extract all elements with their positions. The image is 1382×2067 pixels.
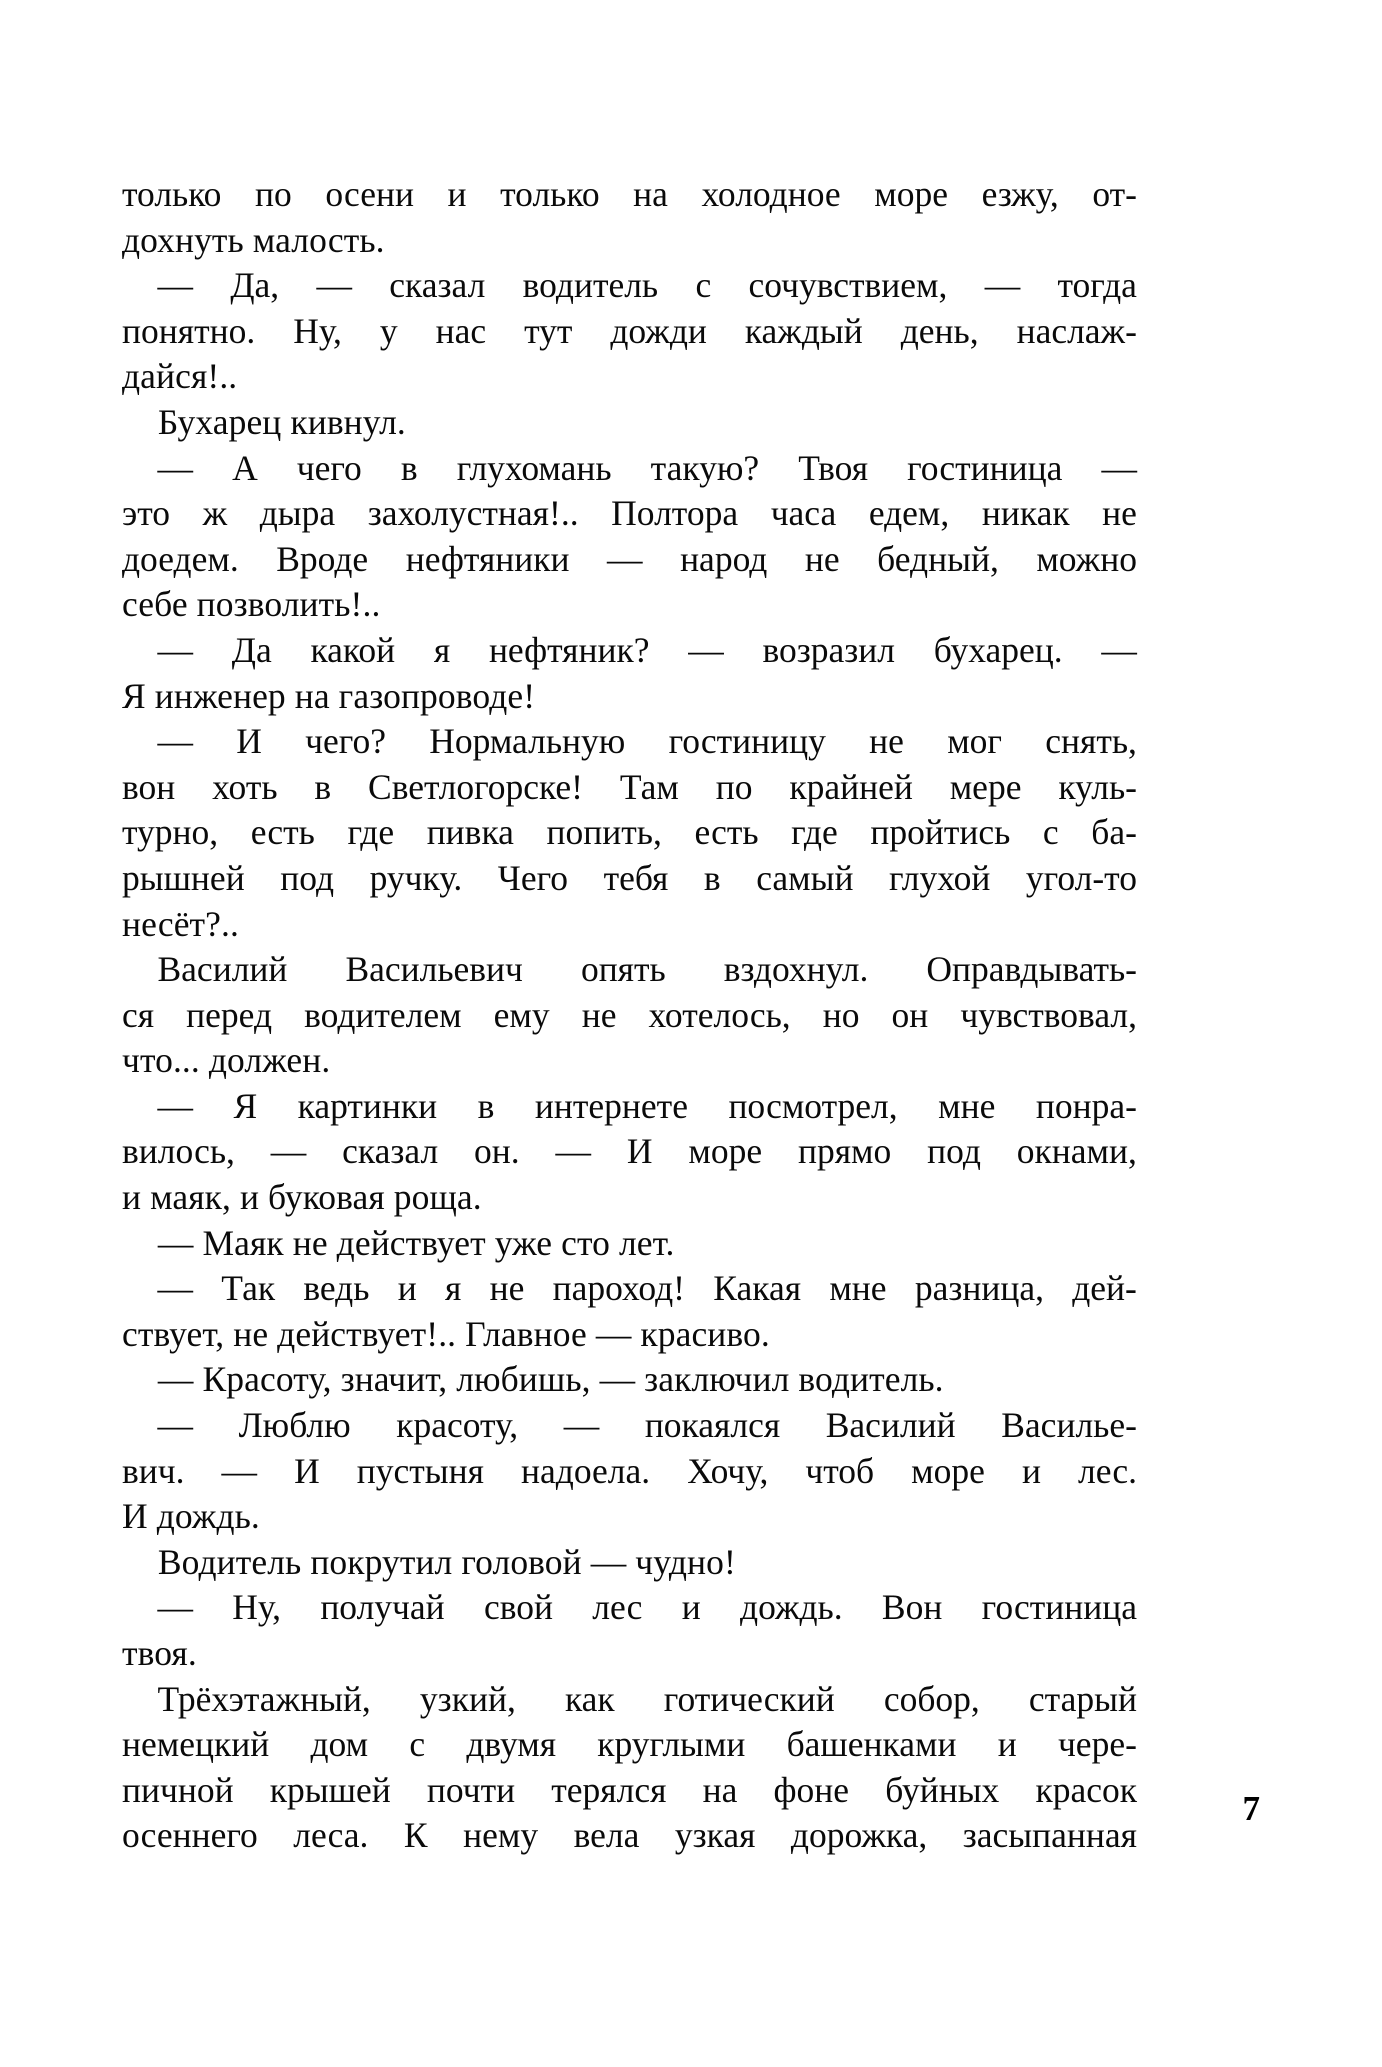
text-line <box>122 993 1137 1039</box>
text-line: — Красоту, значит, любишь, — заключил водитель. <box>122 1359 944 1400</box>
text-token: какой <box>310 629 396 670</box>
text-line: себе позволить!.. <box>122 584 381 625</box>
text-token: вич. <box>122 1450 185 1491</box>
text-line: — Маяк не действует уже сто лет. <box>122 1222 675 1263</box>
text-token: как <box>564 1678 615 1719</box>
text-token: И <box>236 721 262 762</box>
text-token: море <box>688 1131 763 1172</box>
text-token: часа <box>770 493 837 534</box>
text-token: захолустная!.. <box>367 493 579 534</box>
text-token: пичной <box>122 1769 234 1810</box>
text-token: и <box>997 1724 1017 1765</box>
text-line <box>122 765 1137 811</box>
text-token: вздохнул. <box>723 949 869 990</box>
text-token: водителем <box>304 994 462 1035</box>
text-token: сказал <box>389 265 486 306</box>
text-token: пивка <box>426 812 514 853</box>
text-token: — <box>1101 447 1137 488</box>
text-line <box>122 947 1137 993</box>
text-token: понятно. <box>122 310 256 351</box>
text-token: — <box>555 1131 592 1172</box>
text-token: А <box>232 447 258 488</box>
text-line: дохнуть малость. <box>122 219 385 260</box>
text-token: дыра <box>259 493 336 534</box>
text-token: готический <box>663 1678 835 1719</box>
text-line <box>122 856 1137 902</box>
text-line <box>122 1677 1137 1723</box>
text-line <box>122 1266 1137 1312</box>
text-token: и <box>397 1268 417 1309</box>
text-token: турно, <box>122 812 219 853</box>
text-line: и маяк, и буковая роща. <box>122 1177 482 1218</box>
text-token: крышей <box>269 1769 391 1810</box>
text-token: в <box>703 857 721 898</box>
text-token: дорожка, <box>790 1815 928 1856</box>
text-token: Вроде <box>276 538 369 579</box>
text-token: Твоя <box>798 447 869 488</box>
text-token: почти <box>426 1769 516 1810</box>
text-token: ж <box>202 493 228 534</box>
text-token: дождь. <box>740 1587 843 1628</box>
text-token: чтоб <box>805 1450 875 1491</box>
text-token: собор, <box>883 1678 980 1719</box>
text-token: под <box>280 857 335 898</box>
text-token: башенками <box>786 1724 957 1765</box>
text-token: мне <box>938 1085 996 1126</box>
text-token: немецкий <box>122 1724 270 1765</box>
text-line <box>122 719 1137 765</box>
text-token: — <box>607 538 643 579</box>
text-token: — <box>270 1131 307 1172</box>
text-token: разница, <box>914 1268 1044 1309</box>
text-token: свой <box>483 1587 553 1628</box>
text-token: надоела. <box>521 1450 651 1491</box>
text-token: Да <box>231 629 272 670</box>
text-token: день, <box>900 310 979 351</box>
text-token: гостиница <box>981 1587 1137 1628</box>
text-token: гостиница <box>907 447 1063 488</box>
text-token: но <box>822 994 860 1035</box>
text-line <box>122 1813 1137 1859</box>
text-token: узкая <box>674 1815 756 1856</box>
text-token: понра- <box>1035 1085 1137 1126</box>
text-token: хоть <box>212 766 278 807</box>
text-token: глухой <box>889 857 991 898</box>
text-token: мне <box>829 1268 887 1309</box>
text-token: рышней <box>122 857 245 898</box>
text-token: окнами, <box>1016 1131 1137 1172</box>
text-line <box>122 1403 1137 1449</box>
text-token: посмотрел, <box>728 1085 898 1126</box>
text-token: где <box>791 812 838 853</box>
text-token: старый <box>1028 1678 1137 1719</box>
text-token: — <box>122 721 193 762</box>
text-token: Вон <box>881 1587 943 1628</box>
body-text <box>122 172 1137 1859</box>
text-token: Хочу, <box>687 1450 769 1491</box>
text-token: ручку. <box>369 857 463 898</box>
text-token: возразил <box>762 629 896 670</box>
text-token: в <box>477 1085 495 1126</box>
text-token: такую? <box>650 447 760 488</box>
text-line <box>122 491 1137 537</box>
text-token: Трёхэтажный, <box>122 1678 371 1719</box>
text-line <box>122 263 1137 309</box>
text-token: нефтяники <box>405 538 570 579</box>
page-number: 7 <box>1242 1789 1260 1828</box>
text-line <box>122 1084 1137 1130</box>
text-token: где <box>347 812 395 853</box>
text-token: — <box>316 265 352 306</box>
text-token: — <box>122 265 193 306</box>
text-token: дей- <box>1072 1268 1137 1309</box>
text-line <box>122 810 1137 856</box>
text-token: ведь <box>303 1268 370 1309</box>
text-token: лес. <box>1078 1450 1137 1491</box>
text-line: И дождь. <box>122 1496 260 1537</box>
text-token: леса. <box>293 1815 369 1856</box>
text-token: — <box>1101 629 1137 670</box>
text-token: и <box>681 1587 701 1628</box>
text-token: море <box>911 1450 985 1491</box>
text-token: глухомань <box>456 447 612 488</box>
text-token: картинки <box>297 1085 438 1126</box>
text-token: это <box>122 493 171 534</box>
text-token: дожди <box>610 310 707 351</box>
text-token: и <box>447 174 467 214</box>
text-token: Ну, <box>232 1587 282 1628</box>
text-token: он <box>891 994 929 1035</box>
text-line <box>122 628 1137 674</box>
text-token: пройтись <box>870 812 1011 853</box>
text-token: — <box>984 265 1021 306</box>
text-token: только <box>122 174 222 214</box>
text-token: куль- <box>1058 766 1137 807</box>
text-token: Ну, <box>293 310 342 351</box>
text-token: и <box>1021 1450 1041 1491</box>
text-token: — <box>122 1268 193 1309</box>
text-line: дайся!.. <box>122 356 238 397</box>
text-token: получай <box>320 1587 445 1628</box>
text-token: с <box>695 265 712 306</box>
text-token: осеннего <box>122 1815 258 1856</box>
text-token: бухарец. <box>933 629 1063 670</box>
text-token: осени <box>325 174 414 214</box>
text-token: И <box>626 1131 653 1172</box>
text-token: не <box>489 1268 525 1309</box>
text-token: чувствовал, <box>960 994 1137 1035</box>
text-token: водитель <box>522 265 659 306</box>
text-token: море <box>874 174 948 214</box>
text-token: нефтяник? <box>488 629 650 670</box>
text-token: Да, <box>230 265 280 306</box>
text-token: пустыня <box>356 1450 484 1491</box>
text-line <box>122 1129 1137 1175</box>
text-token: хотелось, <box>648 994 791 1035</box>
text-token: Чего <box>497 857 569 898</box>
text-token: народ <box>680 538 768 579</box>
text-token: ему <box>493 994 550 1035</box>
text-token: гостиницу <box>668 721 826 762</box>
text-token: есть <box>694 812 759 853</box>
text-token: буйных <box>885 1769 1000 1810</box>
text-token: я <box>444 1268 462 1309</box>
text-token: снять, <box>1045 721 1137 762</box>
text-token: холодное <box>701 174 841 214</box>
text-token: угол-то <box>1025 857 1137 898</box>
text-line: что... должен. <box>122 1040 331 1081</box>
text-token: Там <box>619 766 679 807</box>
text-token: на <box>702 1769 738 1810</box>
text-token: опять <box>580 949 666 990</box>
text-token: красоту, <box>396 1405 519 1446</box>
text-token: Светлогорске! <box>368 766 583 807</box>
text-token: сказал <box>342 1131 439 1172</box>
text-token: вон <box>122 766 176 807</box>
text-token: интернете <box>534 1085 688 1126</box>
text-token: покаялся <box>644 1405 781 1446</box>
text-token: — <box>122 1085 193 1126</box>
text-token: — <box>122 447 193 488</box>
text-token: каждый <box>744 310 863 351</box>
text-token: Люблю <box>238 1405 351 1446</box>
text-token: узкий, <box>419 1678 516 1719</box>
text-token: И <box>294 1450 320 1491</box>
text-token: двумя <box>466 1724 557 1765</box>
text-token: сочувствием, <box>748 265 948 306</box>
text-line: несёт?.. <box>122 903 239 944</box>
text-token: не <box>1102 493 1137 534</box>
text-line: Водитель покрутил головой — чудно! <box>122 1541 736 1582</box>
text-token: Так <box>221 1268 276 1309</box>
text-token: ся <box>122 994 155 1035</box>
text-token: от- <box>1092 174 1137 214</box>
text-token: Нормальную <box>429 721 626 762</box>
text-token: в <box>314 766 332 807</box>
text-token: — <box>122 1405 193 1446</box>
text-token: можно <box>1036 538 1137 579</box>
text-line <box>122 1449 1137 1495</box>
text-token: Василье- <box>1001 1405 1137 1446</box>
text-line <box>122 172 1137 218</box>
text-token: чего <box>296 447 362 488</box>
text-token: тут <box>524 310 573 351</box>
text-line: твоя. <box>122 1633 197 1673</box>
text-token: — <box>122 1587 193 1628</box>
text-token: — <box>122 629 193 670</box>
text-token: с <box>409 1724 426 1765</box>
text-token: Оправдывать- <box>926 949 1137 990</box>
text-token: чере- <box>1057 1724 1137 1765</box>
text-line <box>122 309 1137 355</box>
text-token: перед <box>186 994 273 1035</box>
text-token: мог <box>947 721 1002 762</box>
text-token: он. <box>474 1131 520 1172</box>
text-token: самый <box>756 857 854 898</box>
text-token: в <box>400 447 418 488</box>
text-line: Я инженер на газопроводе! <box>122 675 536 716</box>
text-token: нас <box>435 310 487 351</box>
text-token: Полтора <box>611 493 739 534</box>
text-token: никак <box>981 493 1070 534</box>
text-token: — <box>221 1450 258 1491</box>
text-token: попить, <box>546 812 662 853</box>
text-token: я <box>433 629 451 670</box>
text-token: красок <box>1035 1769 1137 1810</box>
text-line <box>122 1585 1137 1631</box>
text-token: терялся <box>551 1769 667 1810</box>
text-token: под <box>927 1131 981 1172</box>
text-token: есть <box>250 812 315 853</box>
text-token: ба- <box>1091 812 1137 853</box>
text-token: едем, <box>868 493 950 534</box>
text-token: — <box>563 1405 600 1446</box>
text-token: с <box>1042 812 1059 853</box>
text-token: лес <box>592 1587 643 1628</box>
text-token: по <box>255 174 292 214</box>
text-token: Какая <box>713 1268 802 1309</box>
text-token: вела <box>573 1815 640 1856</box>
text-token: пароход! <box>552 1268 686 1309</box>
text-token: прямо <box>797 1131 892 1172</box>
text-token: езжу, <box>981 174 1059 214</box>
text-token: не <box>869 721 904 762</box>
text-token: только <box>500 174 600 214</box>
text-token: нему <box>463 1815 539 1856</box>
text-token: Васильевич <box>345 949 523 990</box>
text-token: тебя <box>603 857 669 898</box>
text-token: тогда <box>1057 265 1137 306</box>
text-token: вилось, <box>122 1131 235 1172</box>
text-token: К <box>403 1815 428 1856</box>
text-token: круглыми <box>597 1724 746 1765</box>
text-line <box>122 1768 1137 1814</box>
text-token: на <box>633 174 668 214</box>
text-line <box>122 537 1137 583</box>
text-token: засыпанная <box>962 1815 1137 1856</box>
text-token: не <box>804 538 840 579</box>
text-token: — <box>688 629 724 670</box>
text-token: наслаж- <box>1016 310 1137 351</box>
text-token: доедем. <box>122 538 239 579</box>
text-token: не <box>581 994 617 1035</box>
text-token: Я <box>233 1085 258 1126</box>
text-line: ствует, не действует!.. Главное — красиво. <box>122 1313 770 1354</box>
text-line <box>122 1722 1137 1768</box>
text-token: крайней <box>789 766 913 807</box>
text-token: по <box>715 766 753 807</box>
text-token: Василий <box>122 949 288 990</box>
text-token: дом <box>310 1724 369 1765</box>
text-token: мере <box>949 766 1022 807</box>
text-token: Василий <box>825 1405 956 1446</box>
text-line: Бухарец кивнул. <box>122 401 406 442</box>
text-token: у <box>379 310 398 351</box>
text-line <box>122 446 1137 492</box>
text-token: чего? <box>305 721 386 762</box>
text-token: фоне <box>773 1769 850 1810</box>
text-token: бедный, <box>877 538 999 579</box>
